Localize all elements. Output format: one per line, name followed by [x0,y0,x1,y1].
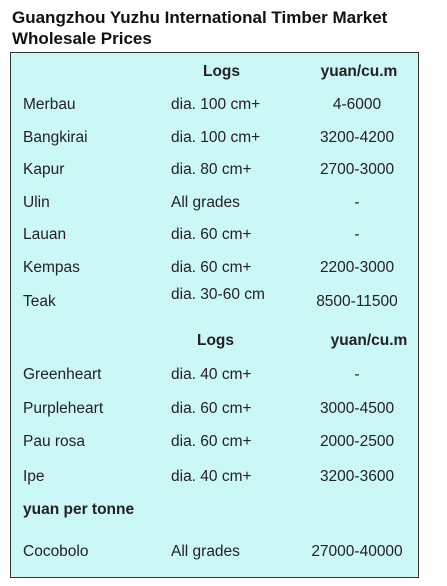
timber-name: Purpleheart [23,400,104,417]
timber-name: Kempas [23,259,80,276]
section2-header-logs: Logs [197,332,235,349]
timber-spec: All grades [171,543,240,560]
timber-spec: dia. 60 cm+ [171,259,252,276]
section1-header-logs: Logs [203,63,241,80]
timber-price: 27000-40000 [311,543,403,560]
timber-name: Kapur [23,161,65,178]
timber-name: Ipe [23,468,45,485]
timber-price: - [354,226,360,243]
section1-header-unit: yuan/cu.m [320,63,398,80]
timber-price: 3000-4500 [319,400,395,417]
timber-name: Greenheart [23,366,102,383]
timber-price: 3200-3600 [319,468,395,485]
section3-header-unit: yuan per tonne [23,501,135,518]
timber-spec: dia. 60 cm+ [171,226,252,243]
timber-spec: dia. 60 cm+ [171,400,252,417]
timber-spec: dia. 80 cm+ [171,161,252,178]
timber-price: - [354,194,360,211]
page-title [12,7,442,49]
title-line-1: Guangzhou Yuzhu International Timber Market [12,8,388,27]
timber-price: 8500-11500 [316,293,398,310]
timber-name: Pau rosa [23,433,86,450]
title-line-2: Wholesale Prices [12,29,152,48]
timber-name: Bangkirai [23,129,88,146]
timber-spec: dia. 100 cm+ [171,96,261,113]
section2-header-unit: yuan/cu.m [330,332,408,349]
timber-spec: dia. 100 cm+ [171,129,261,146]
timber-price: 4-6000 [332,96,382,113]
timber-name: Teak [23,293,56,310]
timber-name: Cocobolo [23,543,89,560]
timber-name: Lauan [23,226,67,243]
timber-price: 2200-3000 [319,259,395,276]
timber-spec: dia. 30-60 cm [171,286,265,303]
timber-spec: dia. 60 cm+ [171,433,252,450]
timber-price: 2700-3000 [319,161,395,178]
timber-spec: dia. 40 cm+ [171,468,252,485]
timber-spec: All grades [171,194,240,211]
timber-price: 3200-4200 [319,129,395,146]
timber-name: Merbau [23,96,76,113]
price-table [10,52,419,578]
timber-spec: dia. 40 cm+ [171,366,252,383]
timber-price: 2000-2500 [319,433,395,450]
timber-price: - [354,366,360,383]
timber-name: Ulin [23,194,50,211]
